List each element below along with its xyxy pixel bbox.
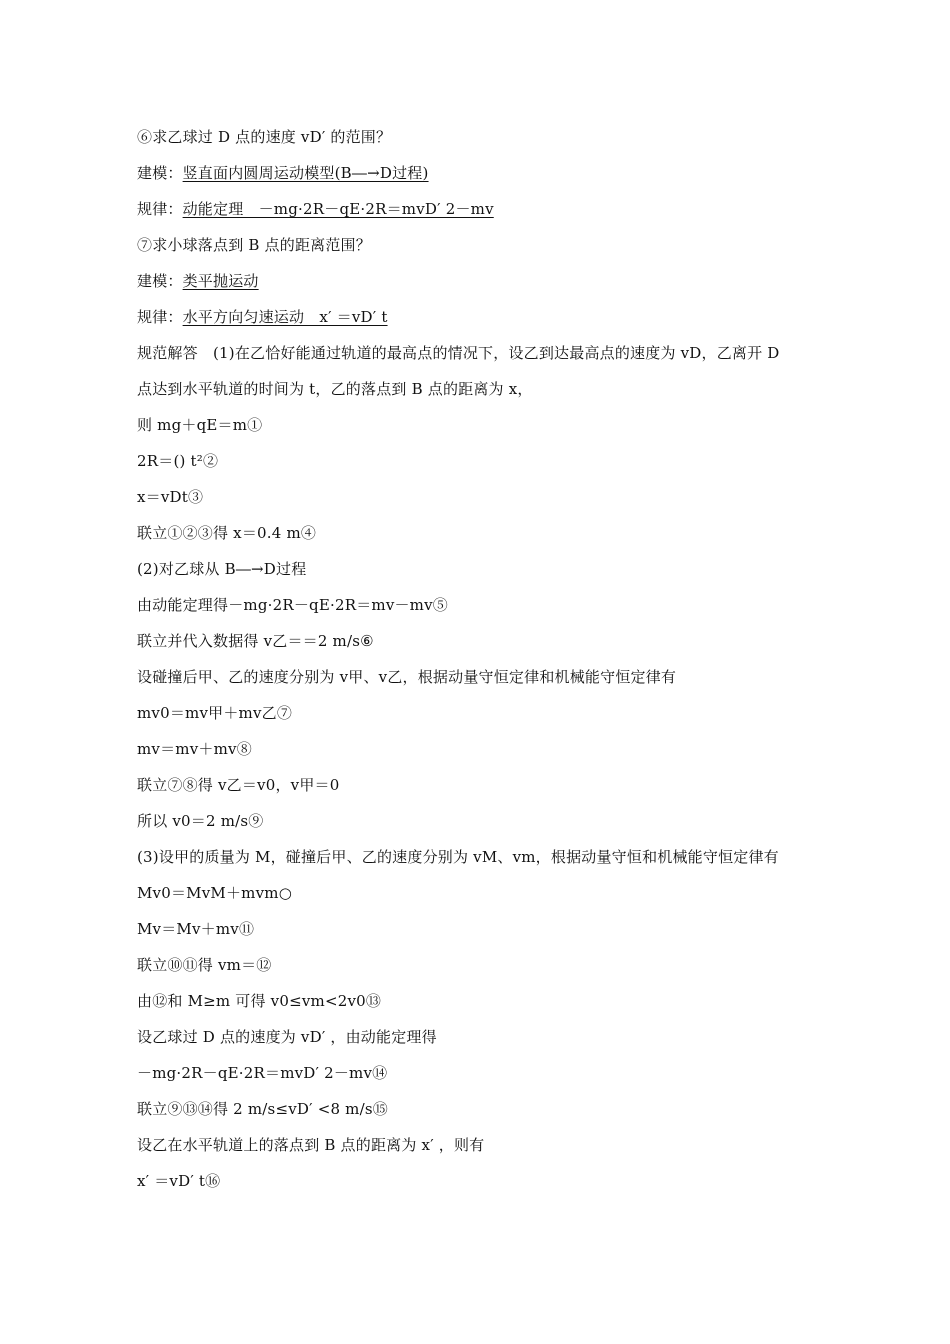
row-value: 动能定理 －mg·2R－qE·2R＝mvD′ 2－mv <box>182 200 494 218</box>
row-label: 规律： <box>137 308 183 326</box>
text-line: 点达到水平轨道的时间为 t，乙的落点到 B 点的距离为 x， <box>137 380 533 398</box>
equation-line: 由动能定理得－mg·2R－qE·2R＝mv－mv⑤ <box>137 596 448 614</box>
row-label: 规律： <box>137 200 183 218</box>
solution-heading: 规范解答 (1)在乙恰好能通过轨道的最高点的情况下，设乙到达最高点的速度为 vD，乙离开 D <box>137 344 780 362</box>
equation-line: －mg·2R－qE·2R＝mvD′ 2－mv⑭ <box>137 1064 388 1082</box>
text-line: 设碰撞后甲、乙的速度分别为 v甲、v乙，根据动量守恒定律和机械能守恒定律有 <box>137 668 677 686</box>
equation-line: 则 mg＋qE＝m① <box>137 416 263 434</box>
equation-line: 2R＝() t²② <box>137 452 219 470</box>
modeling-row <box>137 162 429 184</box>
row-value: 竖直面内圆周运动模型(B―→D过程) <box>182 164 429 182</box>
text-line: 设乙球过 D 点的速度为 vD′ ，由动能定理得 <box>137 1028 437 1046</box>
law-row <box>137 198 494 220</box>
equation-line: Mv0＝MvM＋mvm○ <box>137 884 292 902</box>
equation-line: mv＝mv＋mv⑧ <box>137 740 252 758</box>
equation-line: x′ ＝vD′ t⑯ <box>137 1172 221 1190</box>
text-line: 联立⑩⑪得 vm＝⑫ <box>137 956 272 974</box>
question-7: ⑦求小球落点到 B 点的距离范围？ <box>137 236 371 254</box>
text-line: 设乙在水平轨道上的落点到 B 点的距离为 x′ ，则有 <box>137 1136 485 1154</box>
text-line: 由⑫和 M≥m 可得 v0≤vm<2v0⑬ <box>137 992 382 1010</box>
equation-line: mv0＝mv甲＋mv乙⑦ <box>137 704 293 722</box>
text-line: 联立①②③得 x＝0.4 m④ <box>137 524 317 542</box>
text-line: 所以 v0＝2 m/s⑨ <box>137 812 264 830</box>
text-line: (2)对乙球从 B―→D过程 <box>137 560 307 578</box>
row-label: 建模： <box>137 272 183 290</box>
modeling-row <box>137 270 259 292</box>
equation-line: x＝vDt③ <box>137 488 204 506</box>
text-line: 联立⑦⑧得 v乙＝v0，v甲＝0 <box>137 776 340 794</box>
row-label: 建模： <box>137 164 183 182</box>
row-value: 类平抛运动 <box>182 272 259 290</box>
text-line: 联立并代入数据得 v乙＝＝2 m/s⑥ <box>137 632 374 650</box>
law-row <box>137 306 388 328</box>
row-value: 水平方向匀速运动 x′ ＝vD′ t <box>182 308 388 326</box>
text-line: (3)设甲的质量为 M，碰撞后甲、乙的速度分别为 vM、vm，根据动量守恒和机械能守恒定律有 <box>137 848 779 866</box>
equation-line: Mv＝Mv＋mv⑪ <box>137 920 255 938</box>
text-line: 联立⑨⑬⑭得 2 m/s≤vD′ <8 m/s⑮ <box>137 1100 388 1118</box>
question-6: ⑥求乙球过 D 点的速度 vD′ 的范围？ <box>137 128 392 146</box>
